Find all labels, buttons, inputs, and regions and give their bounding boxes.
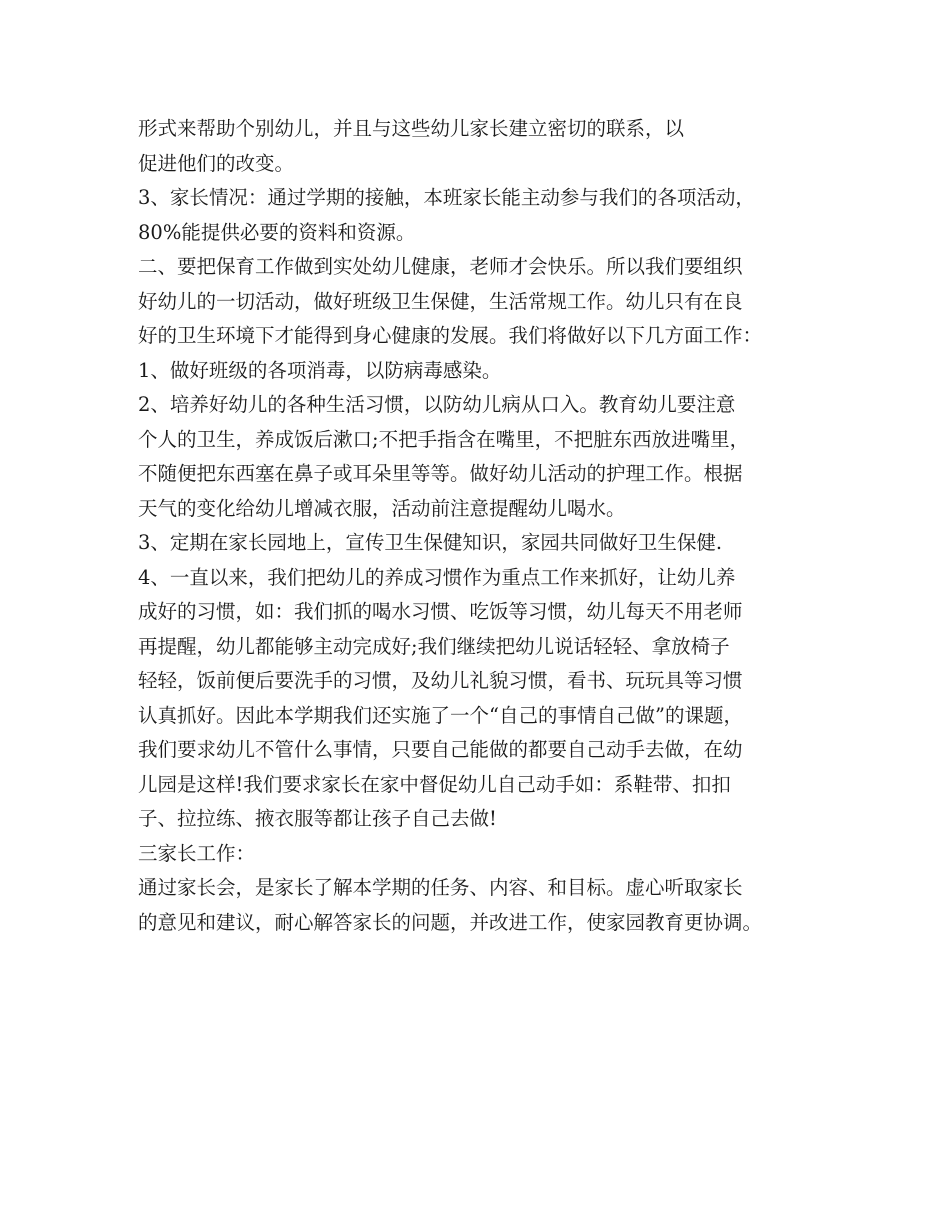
section-heading: 三家长工作： (138, 841, 256, 865)
text-line: 通过家长会，是家长了解本学期的任务、内容、和目标。虚心听取家长 (138, 876, 743, 899)
text-line: 子、拉拉练、掖衣服等都让孩子自己去做! (138, 807, 497, 830)
text-line: 认真抓好。因此本学期我们还实施了一个“自己的事情自己做”的课题， (138, 703, 743, 727)
text-line: 促进他们的改变。 (138, 151, 295, 175)
text-line: 1、做好班级的各项消毒，以防病毒感染。 (138, 358, 502, 382)
text-line: 我们要求幼儿不管什么事情，只要自己能做的都要自己动手去做，在幼 (138, 738, 743, 761)
text-line: 80%能提供必要的资料和资源。 (138, 220, 416, 244)
text-line: 2、培养好幼儿的各种生活习惯，以防幼儿病从口入。教育幼儿要注意 (138, 393, 736, 416)
text-line: 轻轻，饭前便后要洗手的习惯，及幼儿礼貌习惯，看书、玩玩具等习惯 (138, 669, 743, 692)
text-line: 不随便把东西塞在鼻子或耳朵里等等。做好幼儿活动的护理工作。根据 (138, 462, 743, 485)
text-line: 3、家长情况：通过学期的接触，本班家长能主动参与我们的各项活动， (138, 186, 755, 209)
text-line: 3、定期在家长园地上，宣传卫生保健知识，家园共同做好卫生保健. (138, 531, 723, 554)
text-line: 天气的变化给幼儿增减衣服，活动前注意提醒幼儿喝水。 (138, 496, 626, 520)
text-line: 二、要把保育工作做到实处幼儿健康，老师才会快乐。所以我们要组织 (138, 255, 743, 278)
text-line: 再提醒，幼儿都能够主动完成好;我们继续把幼儿说话轻轻、拿放椅子 (138, 634, 730, 658)
text-line: 个人的卫生，养成饭后漱口;不把手指含在嘴里，不把脏东西放进嘴里， (138, 427, 750, 451)
text-line: 形式来帮助个别幼儿，并且与这些幼儿家长建立密切的联系，以 (138, 117, 685, 140)
text-line: 好的卫生环境下才能得到身心健康的发展。我们将做好以下几方面工作： (138, 324, 763, 347)
text-line: 4、一直以来，我们把幼儿的养成习惯作为重点工作来抓好，让幼儿养 (138, 565, 736, 589)
text-line: 的意见和建议，耐心解答家长的问题，并改进工作，使家园教育更协调。 (138, 910, 763, 934)
text-line: 好幼儿的一切活动，做好班级卫生保健，生活常规工作。幼儿只有在良 (138, 289, 743, 313)
document-body (138, 112, 838, 940)
text-line: 儿园是这样!我们要求家长在家中督促幼儿自己动手如：系鞋带、扣扣 (138, 772, 731, 796)
text-line: 成好的习惯，如：我们抓的喝水习惯、吃饭等习惯，幼儿每天不用老师 (138, 600, 743, 623)
